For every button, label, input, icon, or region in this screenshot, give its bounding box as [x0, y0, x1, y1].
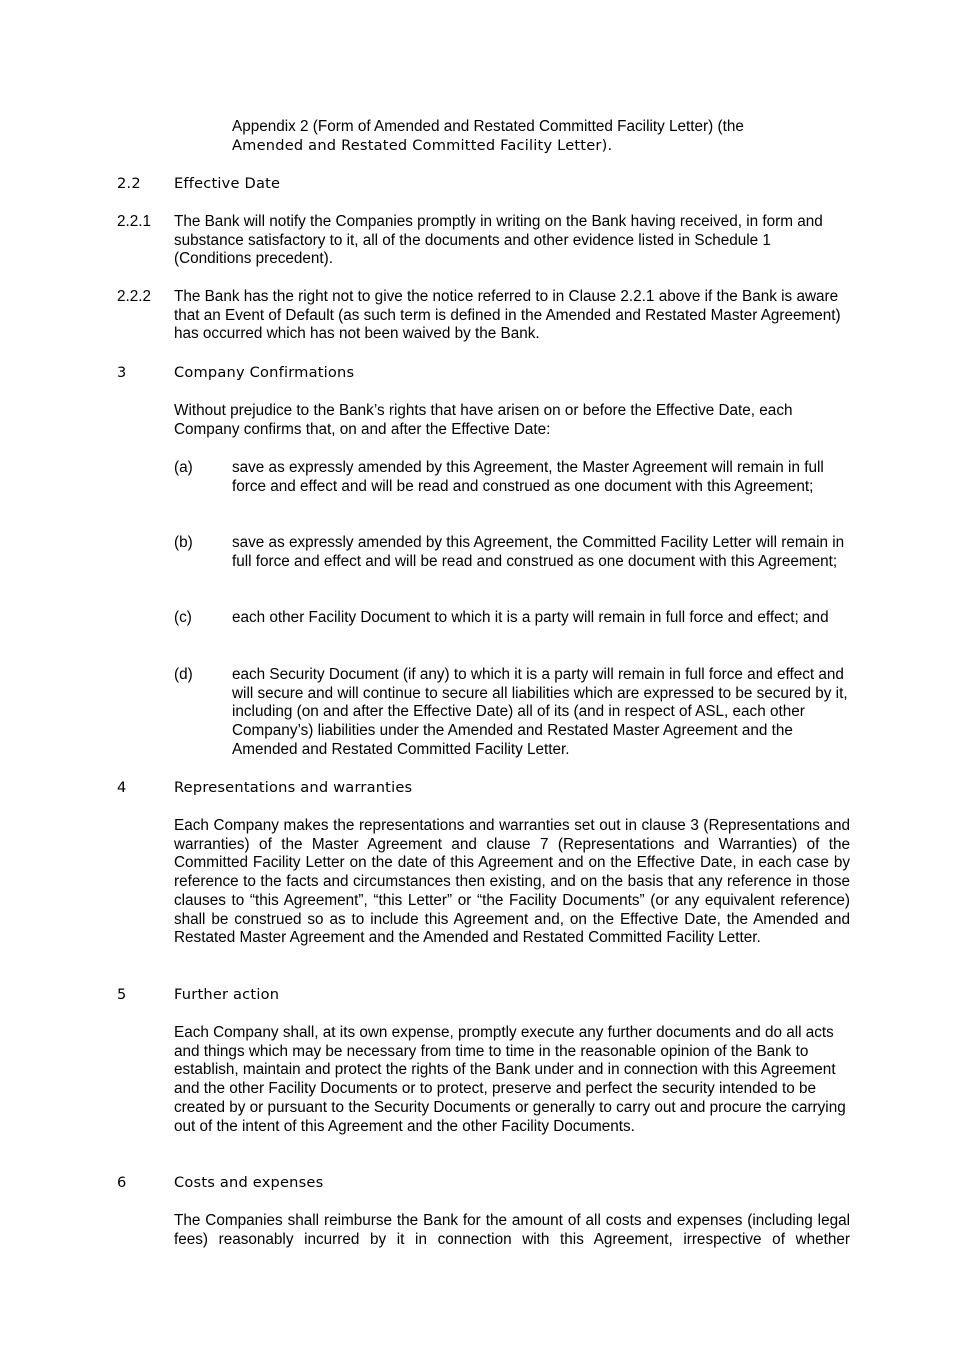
clause-3-item-label: (c): [174, 609, 192, 626]
clause-5-number: 5: [117, 986, 127, 1003]
clause-3-item-label: (a): [174, 459, 193, 476]
clause-4-heading: Representations and warranties: [174, 779, 413, 796]
clause-4-number: 4: [117, 779, 127, 796]
clause-2-2-2-number: 2.2.2: [117, 288, 152, 305]
intro-line-2: Amended and Restated Committed Facility Letter).: [232, 136, 613, 154]
clause-3-heading: Company Confirmations: [174, 364, 355, 381]
clause-2-2-heading: Effective Date: [174, 175, 281, 192]
clause-2-2-number: 2.2: [117, 175, 141, 192]
clause-2-2-1-number: 2.2.1: [117, 213, 152, 230]
clause-5-text: Each Company shall, at its own expense, promptly execute any further documents and do all acts and things which may be necessary from time to time in the reasonable opinion of the Bank to establish, maintain and protect the rights of the Bank under and in connection with this Agreement and the other Facility Documents or to protect, preserve and perfect the security intended to be created by or pursuant to the Security Documents or generally to carry out and procure the carrying out of the intent of this Agreement and the other Facility Documents.: [174, 1024, 846, 1135]
clause-3-item-label: (d): [174, 666, 193, 683]
clause-3-item-text: save as expressly amended by this Agreement, the Master Agreement will remain in full force and effect and will be read and construed as one document with this Agreement;: [232, 459, 824, 495]
clause-2-2-1-text: The Bank will notify the Companies promptly in writing on the Bank having received, in form and substance satisfactory to it, all of the documents and other evidence listed in Schedule 1 (Conditions precedent).: [174, 213, 823, 268]
intro-line-1: Appendix 2 (Form of Amended and Restated Committed Facility Letter) (the: [232, 118, 744, 135]
clause-3-item-text: each other Facility Document to which it is a party will remain in full force and effect; and: [232, 609, 829, 626]
clause-4-text: Each Company makes the representations and warranties set out in clause 3 (Representations and warranties) of the Master Agreement and clause 7 (Representations and Warranties) of the Committed Facility Letter on the date of this Agreement and on the Effective Date, in each case by reference to the facts and circumstances then existing, and on the basis that any reference in those clauses to “this Agreement”, “this Letter” or “the Facility Documents” (or any equivalent reference) shall be construed so as to include this Agreement and, on the Effective Date, the Amended and Restated Master Agreement and the Amended and Restated Committed Facility Letter.: [174, 817, 850, 947]
clause-3-item-text: each Security Document (if any) to which it is a party will remain in full force and effect and will secure and will continue to secure all liabilities which are expressed to be secured by it, including (on and after the Effective Date) all of its (and in respect of ASL, each other Company’s) liabilities under the Amended and Restated Master Agreement and the Amended and Restated Committed Facility Letter.: [232, 666, 848, 758]
clause-6-number: 6: [117, 1174, 127, 1191]
clause-3-intro: Without prejudice to the Bank’s rights that have arisen on or before the Effective Date, each Company confirms that, on and after the Effective Date:: [174, 402, 793, 438]
clause-6-text: The Companies shall reimburse the Bank for the amount of all costs and expenses (including legal fees) reasonably incurred by it in connection with this Agreement, irrespective of whether: [174, 1212, 850, 1248]
clause-3-number: 3: [117, 364, 127, 381]
clause-2-2-2-text: The Bank has the right not to give the notice referred to in Clause 2.2.1 above if the Bank is aware that an Event of Default (as such term is defined in the Amended and Restated Master Agreement) has occurred which has not been waived by the Bank.: [174, 288, 841, 343]
clause-5-heading: Further action: [174, 986, 280, 1003]
clause-3-item-text: save as expressly amended by this Agreement, the Committed Facility Letter will remain in full force and effect and will be read and construed as one document with this Agreement;: [232, 534, 845, 570]
clause-3-item-label: (b): [174, 534, 193, 551]
intro-paragraph: [232, 118, 850, 155]
clause-6-heading: Costs and expenses: [174, 1174, 324, 1191]
